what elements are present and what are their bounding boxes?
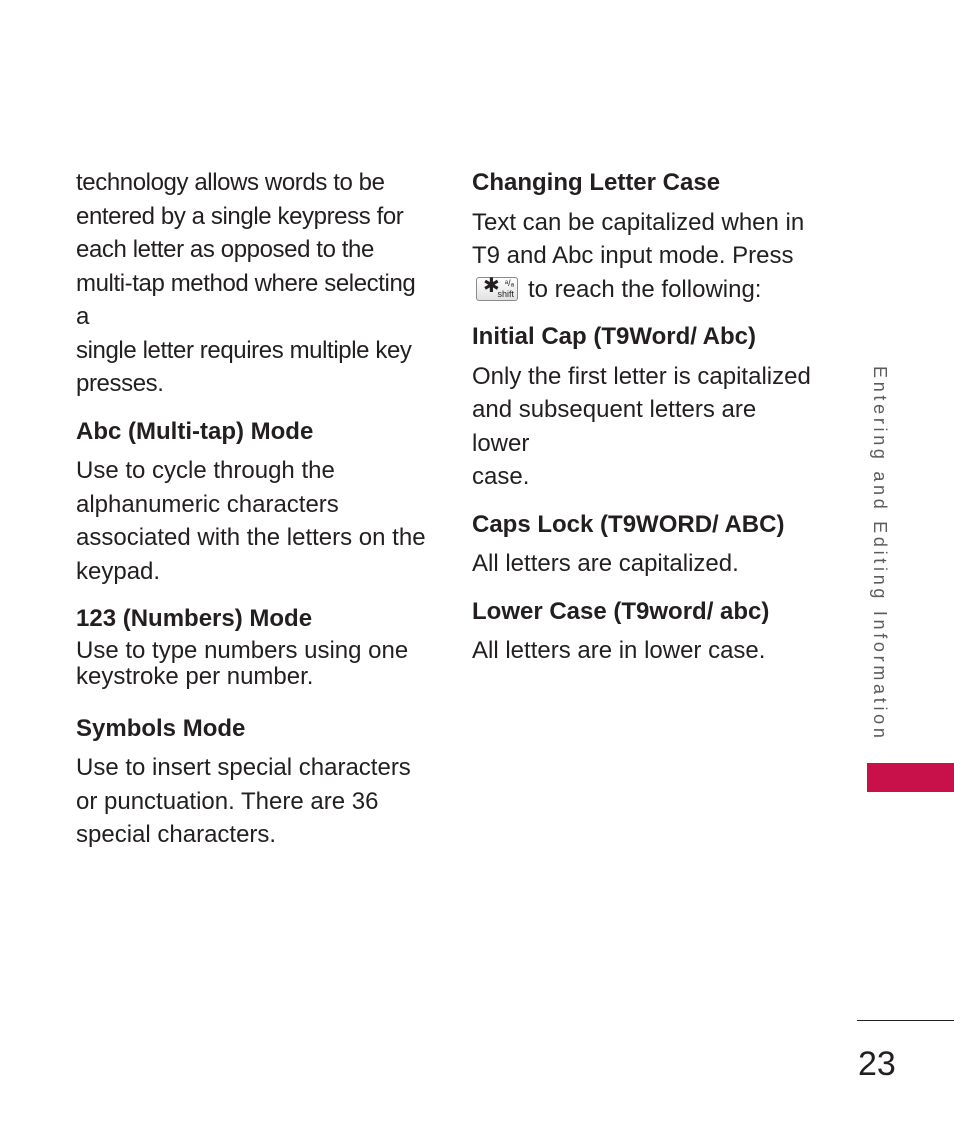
case-glyph: ᵃ/ₐ: [504, 277, 514, 288]
star-shift-key-icon: [476, 274, 518, 301]
section-title: Changing Letter Case: [472, 169, 721, 196]
intro-paragraph: [76, 166, 428, 401]
body-line: Use to cycle through the: [76, 457, 335, 484]
section-heading-symbols-mode: Symbols Mode: [76, 714, 246, 742]
body-line: associated with the letters on the: [76, 524, 426, 551]
section-body-symbols-mode: [76, 751, 428, 852]
intro-line: technology allows words to be: [76, 169, 385, 196]
section-body-caps-lock: [472, 547, 817, 581]
intro-after-key: to reach the following:: [528, 275, 762, 303]
body-line: keypad.: [76, 557, 161, 585]
section-heading-initial-cap: Initial Cap (T9Word/ Abc): [472, 323, 757, 350]
section-body-abc-mode: [76, 454, 428, 588]
body-line: All letters are in lower case.: [472, 637, 766, 664]
right-column: [472, 166, 817, 668]
body-line: alphanumeric characters: [76, 490, 339, 518]
section-heading-lower-case: Lower Case (T9word/ abc): [472, 597, 770, 625]
chapter-side-label: Entering and Editing Information: [870, 366, 890, 742]
intro-paragraph-right: [472, 206, 817, 307]
intro-line: single letter requires multiple key: [76, 336, 412, 364]
chapter-tab-marker: [867, 763, 954, 792]
page-number: 23: [858, 1045, 896, 1083]
section-body-numbers-mode: [76, 638, 428, 690]
footer-rule: [857, 1020, 954, 1021]
section-heading-caps-lock: Caps Lock (T9WORD/ ABC): [472, 510, 785, 538]
shift-label: shift: [497, 288, 514, 299]
intro-line: entered by a single keypress for: [76, 202, 404, 230]
section-body-lower-case: [472, 634, 817, 668]
body-line: and subsequent letters are lower: [472, 396, 757, 457]
body-line: keystroke per number.: [76, 662, 314, 690]
body-line: Only the first letter is capitalized: [472, 362, 811, 390]
section-body-initial-cap: [472, 360, 817, 494]
intro-line: T9 and Abc input mode. Press: [472, 242, 794, 269]
body-line: special characters.: [76, 821, 277, 848]
intro-line: multi-tap method where selecting a: [76, 269, 416, 330]
section-heading-numbers-mode: 123 (Numbers) Mode: [76, 605, 313, 632]
intro-line: presses.: [76, 370, 164, 397]
body-line: Use to insert special characters: [76, 754, 411, 781]
body-line: Use to type numbers using one: [76, 636, 409, 664]
intro-line: each letter as opposed to the: [76, 236, 374, 263]
body-line: All letters are capitalized.: [472, 550, 739, 577]
body-line: case.: [472, 463, 530, 490]
left-column: [76, 166, 428, 852]
body-line: or punctuation. There are 36: [76, 787, 379, 815]
section-heading-abc-mode: Abc (Multi-tap) Mode: [76, 417, 314, 445]
star-glyph: ✱: [483, 274, 500, 297]
intro-line: Text can be capitalized when in: [472, 208, 805, 236]
